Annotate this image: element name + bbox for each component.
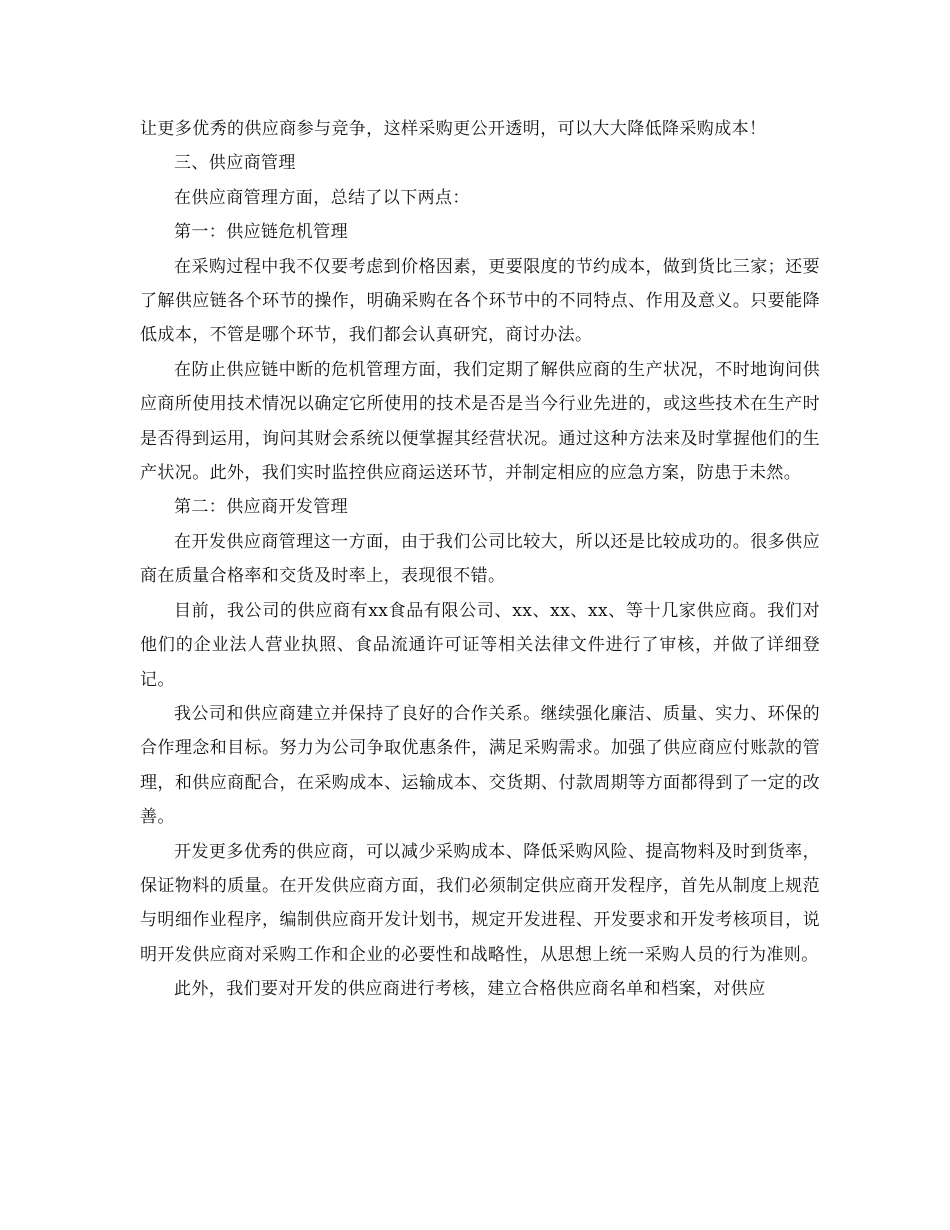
subheading-supply-chain-crisis: 第一：供应链危机管理 — [174, 222, 348, 243]
paragraph-intro: 在供应商管理方面，总结了以下两点： — [174, 187, 470, 208]
section-heading-supplier-management: 三、供应商管理 — [174, 153, 296, 174]
paragraph: 我公司和供应商建立并保持了良好的合作关系。继续强化廉洁、质量、实力、环保的合作理念和目标。努力为公司争取优惠条件，满足采购需求。加强了供应商应付账款的管理，和供应商配合，在采购成本、运输成本、交货期、付款周期等方面都得到了一定的改善。 — [140, 703, 820, 828]
paragraph: 目前，我公司的供应商有xx食品有限公司、xx、xx、xx、等十几家供应商。我们对他们的企业法人营业执照、食品流通许可证等相关法律文件进行了审核，并做了详细登记。 — [140, 600, 820, 690]
subheading-supplier-development: 第二：供应商开发管理 — [174, 497, 348, 518]
paragraph: 开发更多优秀的供应商，可以减少采购成本、降低采购风险、提高物料及时到货率，保证物料的质量。在开发供应商方面，我们必须制定供应商开发程序，首先从制度上规范与明细作业程序，编制供应商开发计划书，规定开发进程、开发要求和开发考核项目，说明开发供应商对采购工作和企业的必要性和战略性，从思想上统一采购人员的行为准则。 — [140, 841, 820, 965]
paragraph: 在开发供应商管理这一方面，由于我们公司比较大，所以还是比较成功的。很多供应商在质量合格率和交货及时率上，表现很不错。 — [140, 531, 820, 587]
paragraph-truncated: 此外，我们要对开发的供应商进行考核，建立合格供应商名单和档案，对供应 — [174, 979, 766, 1000]
paragraph: 在采购过程中我不仅要考虑到价格因素，更要限度的节约成本，做到货比三家；还要了解供应链各个环节的操作，明确采购在各个环节中的不同特点、作用及意义。只要能降低成本，不管是哪个环节，我们都会认真研究，商讨办法。 — [140, 256, 820, 346]
paragraph-continuation: 让更多优秀的供应商参与竞争，这样采购更公开透明，可以大大降低降采购成本！ — [140, 119, 767, 139]
paragraph: 在防止供应链中断的危机管理方面，我们定期了解供应商的生产状况，不时地询问供应商所使用技术情况以确定它所使用的技术是否是当今行业先进的，或这些技术在生产时是否得到运用，询问其财会系统以便掌握其经营状况。通过这种方法来及时掌握他们的生产状况。此外，我们实时监控供应商运送环节，并制定相应的应急方案，防患于未然。 — [140, 359, 820, 484]
document-body — [140, 112, 820, 1007]
